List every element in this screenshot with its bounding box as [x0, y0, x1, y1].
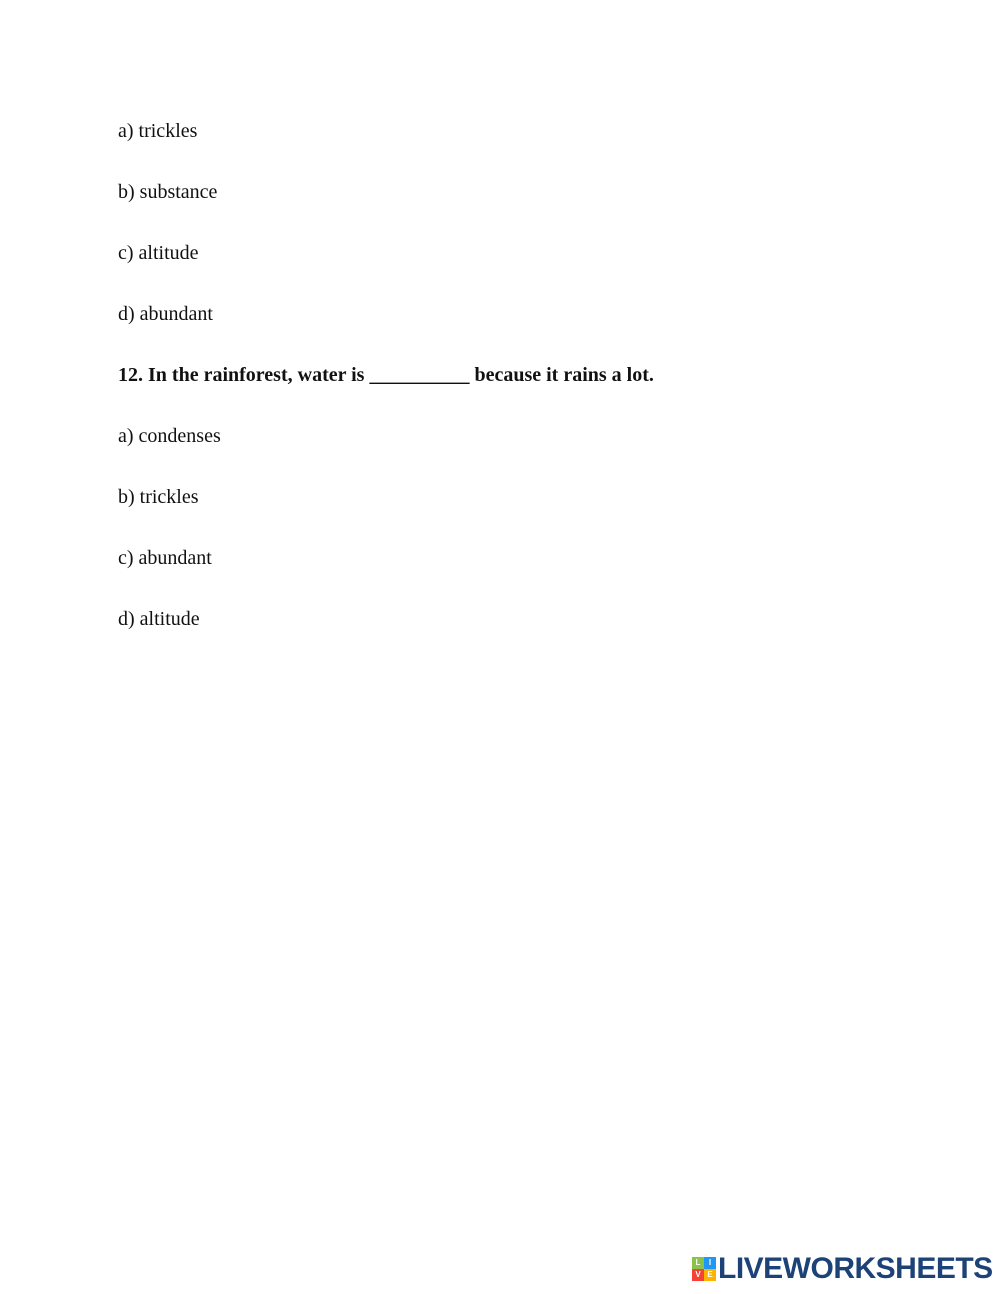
q12-option-a: a) condenses — [118, 425, 221, 447]
logo-tile-v: V — [692, 1269, 704, 1281]
logo-tile-l: L — [692, 1257, 704, 1269]
q11-option-a: a) trickles — [118, 120, 198, 142]
logo-tile-e: E — [704, 1269, 716, 1281]
logo-tile-i: I — [704, 1257, 716, 1269]
liveworksheets-logo — [692, 1252, 993, 1286]
logo-text: LIVEWORKSHEETS — [718, 1252, 993, 1285]
q11-option-b: b) substance — [118, 181, 218, 203]
q11-option-c: c) altitude — [118, 242, 199, 264]
liveworksheets-logo-icon — [692, 1257, 716, 1281]
q12-option-d: d) altitude — [118, 608, 200, 630]
q12-option-c: c) abundant — [118, 547, 212, 569]
q11-option-d: d) abundant — [118, 303, 213, 325]
q12-option-b: b) trickles — [118, 486, 199, 508]
q12-question-text: 12. In the rainforest, water is __________ because it rains a lot. — [118, 364, 654, 386]
